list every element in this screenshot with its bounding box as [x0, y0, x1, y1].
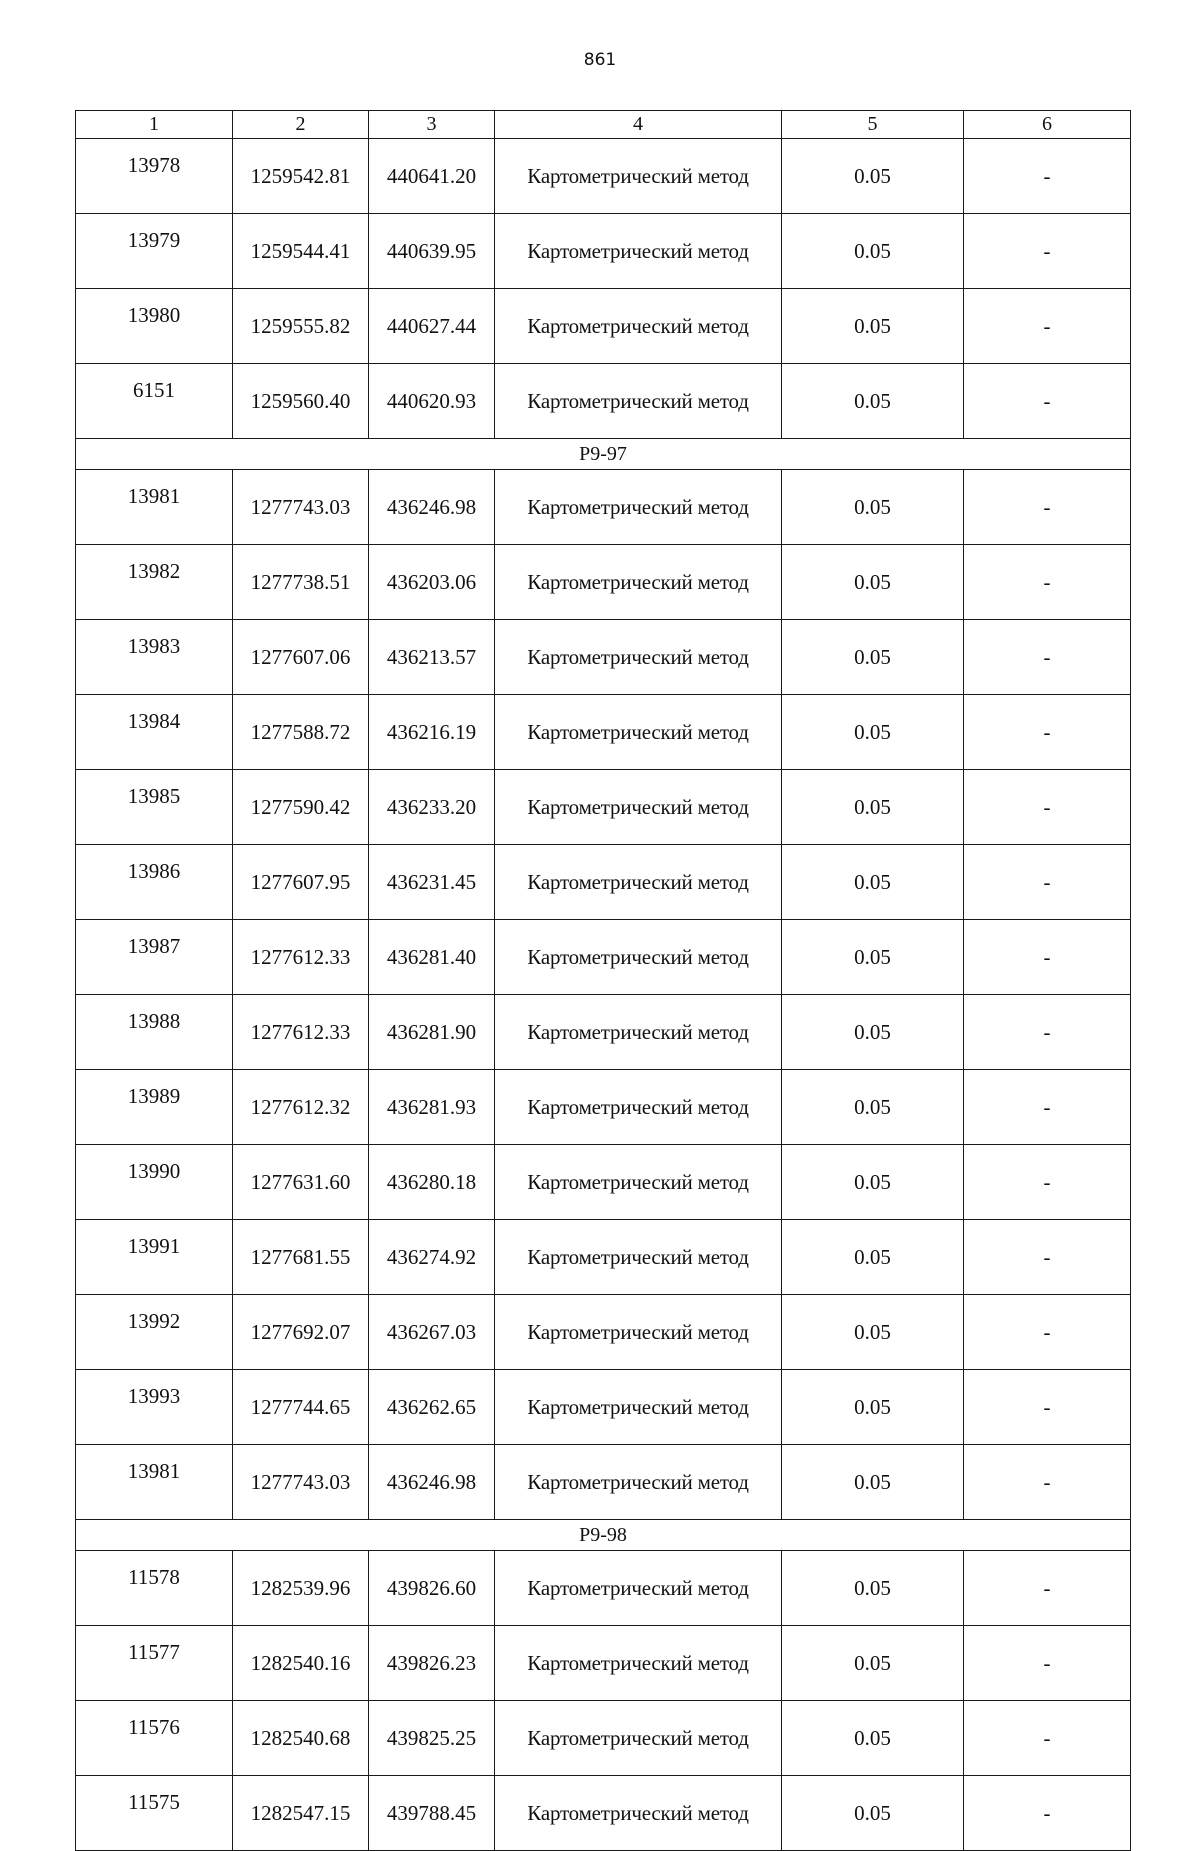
- y-coordinate-cell: 436262.65: [369, 1370, 495, 1445]
- method-cell: Картометрический метод: [495, 139, 782, 214]
- note-cell: -: [964, 214, 1131, 289]
- point-number-cell: 11577: [76, 1626, 233, 1701]
- method-cell: Картометрический метод: [495, 695, 782, 770]
- accuracy-cell: 0.05: [782, 1445, 964, 1520]
- x-coordinate-cell: 1282539.96: [233, 1551, 369, 1626]
- accuracy-cell: 0.05: [782, 139, 964, 214]
- note-cell: -: [964, 545, 1131, 620]
- note-cell: -: [964, 139, 1131, 214]
- point-number-cell: 13981: [76, 1445, 233, 1520]
- point-number-cell: 11578: [76, 1551, 233, 1626]
- accuracy-cell: 0.05: [782, 364, 964, 439]
- table-row: [76, 1295, 1131, 1370]
- header-row: [76, 111, 1131, 139]
- accuracy-cell: 0.05: [782, 1370, 964, 1445]
- y-coordinate-cell: 440620.93: [369, 364, 495, 439]
- x-coordinate-cell: 1282547.15: [233, 1776, 369, 1851]
- note-cell: -: [964, 1626, 1131, 1701]
- column-header-5: 5: [782, 111, 964, 139]
- table-row: [76, 1220, 1131, 1295]
- accuracy-cell: 0.05: [782, 470, 964, 545]
- y-coordinate-cell: 436280.18: [369, 1145, 495, 1220]
- point-number-cell: 13981: [76, 470, 233, 545]
- note-cell: -: [964, 1295, 1131, 1370]
- column-header-4: 4: [495, 111, 782, 139]
- accuracy-cell: 0.05: [782, 920, 964, 995]
- note-cell: -: [964, 289, 1131, 364]
- table-row: [76, 845, 1131, 920]
- method-cell: Картометрический метод: [495, 1551, 782, 1626]
- note-cell: -: [964, 770, 1131, 845]
- x-coordinate-cell: 1259555.82: [233, 289, 369, 364]
- method-cell: Картометрический метод: [495, 1776, 782, 1851]
- y-coordinate-cell: 436274.92: [369, 1220, 495, 1295]
- x-coordinate-cell: 1277607.06: [233, 620, 369, 695]
- x-coordinate-cell: 1259544.41: [233, 214, 369, 289]
- table-row: [76, 1445, 1131, 1520]
- y-coordinate-cell: 436281.93: [369, 1070, 495, 1145]
- note-cell: -: [964, 364, 1131, 439]
- method-cell: Картометрический метод: [495, 920, 782, 995]
- table-body: [76, 139, 1131, 1851]
- note-cell: -: [964, 1145, 1131, 1220]
- accuracy-cell: 0.05: [782, 1701, 964, 1776]
- column-header-3: 3: [369, 111, 495, 139]
- method-cell: Картометрический метод: [495, 1445, 782, 1520]
- point-number-cell: 13984: [76, 695, 233, 770]
- y-coordinate-cell: 436246.98: [369, 470, 495, 545]
- x-coordinate-cell: 1277612.33: [233, 995, 369, 1070]
- method-cell: Картометрический метод: [495, 995, 782, 1070]
- accuracy-cell: 0.05: [782, 1776, 964, 1851]
- point-number-cell: 13992: [76, 1295, 233, 1370]
- y-coordinate-cell: 439826.23: [369, 1626, 495, 1701]
- y-coordinate-cell: 436213.57: [369, 620, 495, 695]
- section-title: Р9-98: [76, 1520, 1131, 1551]
- table-row: [76, 1551, 1131, 1626]
- point-number-cell: 13982: [76, 545, 233, 620]
- x-coordinate-cell: 1259560.40: [233, 364, 369, 439]
- section-title-row: [76, 439, 1131, 470]
- method-cell: Картометрический метод: [495, 289, 782, 364]
- note-cell: -: [964, 995, 1131, 1070]
- x-coordinate-cell: 1282540.68: [233, 1701, 369, 1776]
- point-number-cell: 11575: [76, 1776, 233, 1851]
- point-number-cell: 13985: [76, 770, 233, 845]
- y-coordinate-cell: 436267.03: [369, 1295, 495, 1370]
- x-coordinate-cell: 1277612.32: [233, 1070, 369, 1145]
- x-coordinate-cell: 1277744.65: [233, 1370, 369, 1445]
- table-row: [76, 1701, 1131, 1776]
- method-cell: Картометрический метод: [495, 1145, 782, 1220]
- y-coordinate-cell: 436231.45: [369, 845, 495, 920]
- x-coordinate-cell: 1277692.07: [233, 1295, 369, 1370]
- table-row: [76, 545, 1131, 620]
- table-row: [76, 920, 1131, 995]
- note-cell: -: [964, 620, 1131, 695]
- point-number-cell: 13993: [76, 1370, 233, 1445]
- point-number-cell: 13979: [76, 214, 233, 289]
- accuracy-cell: 0.05: [782, 1070, 964, 1145]
- method-cell: Картометрический метод: [495, 364, 782, 439]
- x-coordinate-cell: 1277738.51: [233, 545, 369, 620]
- y-coordinate-cell: 436233.20: [369, 770, 495, 845]
- method-cell: Картометрический метод: [495, 1370, 782, 1445]
- point-number-cell: 6151: [76, 364, 233, 439]
- table-row: [76, 995, 1131, 1070]
- method-cell: Картометрический метод: [495, 1626, 782, 1701]
- note-cell: -: [964, 845, 1131, 920]
- section-title: Р9-97: [76, 439, 1131, 470]
- method-cell: Картометрический метод: [495, 470, 782, 545]
- y-coordinate-cell: 436216.19: [369, 695, 495, 770]
- y-coordinate-cell: 440641.20: [369, 139, 495, 214]
- method-cell: Картометрический метод: [495, 1295, 782, 1370]
- table-row: [76, 139, 1131, 214]
- x-coordinate-cell: 1259542.81: [233, 139, 369, 214]
- x-coordinate-cell: 1277631.60: [233, 1145, 369, 1220]
- accuracy-cell: 0.05: [782, 695, 964, 770]
- table-row: [76, 470, 1131, 545]
- table-row: [76, 289, 1131, 364]
- method-cell: Картометрический метод: [495, 1070, 782, 1145]
- note-cell: -: [964, 695, 1131, 770]
- note-cell: -: [964, 1551, 1131, 1626]
- note-cell: -: [964, 1701, 1131, 1776]
- point-number-cell: 13978: [76, 139, 233, 214]
- accuracy-cell: 0.05: [782, 995, 964, 1070]
- table-row: [76, 1070, 1131, 1145]
- y-coordinate-cell: 439826.60: [369, 1551, 495, 1626]
- column-header-2: 2: [233, 111, 369, 139]
- accuracy-cell: 0.05: [782, 1551, 964, 1626]
- y-coordinate-cell: 440627.44: [369, 289, 495, 364]
- column-header-1: 1: [76, 111, 233, 139]
- point-number-cell: 13989: [76, 1070, 233, 1145]
- method-cell: Картометрический метод: [495, 1701, 782, 1776]
- point-number-cell: 13980: [76, 289, 233, 364]
- y-coordinate-cell: 436203.06: [369, 545, 495, 620]
- table-row: [76, 770, 1131, 845]
- table-row: [76, 1626, 1131, 1701]
- table-row: [76, 1145, 1131, 1220]
- accuracy-cell: 0.05: [782, 1145, 964, 1220]
- x-coordinate-cell: 1277588.72: [233, 695, 369, 770]
- y-coordinate-cell: 440639.95: [369, 214, 495, 289]
- x-coordinate-cell: 1277590.42: [233, 770, 369, 845]
- coordinates-table: [75, 110, 1131, 1851]
- accuracy-cell: 0.05: [782, 620, 964, 695]
- accuracy-cell: 0.05: [782, 214, 964, 289]
- y-coordinate-cell: 439788.45: [369, 1776, 495, 1851]
- method-cell: Картометрический метод: [495, 770, 782, 845]
- table-row: [76, 1370, 1131, 1445]
- method-cell: Картометрический метод: [495, 845, 782, 920]
- method-cell: Картометрический метод: [495, 1220, 782, 1295]
- x-coordinate-cell: 1277743.03: [233, 1445, 369, 1520]
- accuracy-cell: 0.05: [782, 845, 964, 920]
- accuracy-cell: 0.05: [782, 770, 964, 845]
- table-row: [76, 695, 1131, 770]
- y-coordinate-cell: 439825.25: [369, 1701, 495, 1776]
- note-cell: -: [964, 1370, 1131, 1445]
- point-number-cell: 13988: [76, 995, 233, 1070]
- table-row: [76, 364, 1131, 439]
- x-coordinate-cell: 1277743.03: [233, 470, 369, 545]
- table-row: [76, 620, 1131, 695]
- accuracy-cell: 0.05: [782, 1626, 964, 1701]
- method-cell: Картометрический метод: [495, 214, 782, 289]
- method-cell: Картометрический метод: [495, 620, 782, 695]
- accuracy-cell: 0.05: [782, 1295, 964, 1370]
- note-cell: -: [964, 920, 1131, 995]
- note-cell: -: [964, 1220, 1131, 1295]
- y-coordinate-cell: 436281.40: [369, 920, 495, 995]
- column-header-6: 6: [964, 111, 1131, 139]
- accuracy-cell: 0.05: [782, 545, 964, 620]
- table-row: [76, 214, 1131, 289]
- x-coordinate-cell: 1277681.55: [233, 1220, 369, 1295]
- note-cell: -: [964, 470, 1131, 545]
- section-title-row: [76, 1520, 1131, 1551]
- point-number-cell: 13991: [76, 1220, 233, 1295]
- note-cell: -: [964, 1070, 1131, 1145]
- page-number: 861: [583, 50, 617, 70]
- accuracy-cell: 0.05: [782, 289, 964, 364]
- x-coordinate-cell: 1282540.16: [233, 1626, 369, 1701]
- point-number-cell: 11576: [76, 1701, 233, 1776]
- point-number-cell: 13987: [76, 920, 233, 995]
- point-number-cell: 13983: [76, 620, 233, 695]
- x-coordinate-cell: 1277612.33: [233, 920, 369, 995]
- y-coordinate-cell: 436246.98: [369, 1445, 495, 1520]
- point-number-cell: 13986: [76, 845, 233, 920]
- note-cell: -: [964, 1445, 1131, 1520]
- x-coordinate-cell: 1277607.95: [233, 845, 369, 920]
- table-row: [76, 1776, 1131, 1851]
- note-cell: -: [964, 1776, 1131, 1851]
- method-cell: Картометрический метод: [495, 545, 782, 620]
- point-number-cell: 13990: [76, 1145, 233, 1220]
- accuracy-cell: 0.05: [782, 1220, 964, 1295]
- table-header: [76, 111, 1131, 139]
- y-coordinate-cell: 436281.90: [369, 995, 495, 1070]
